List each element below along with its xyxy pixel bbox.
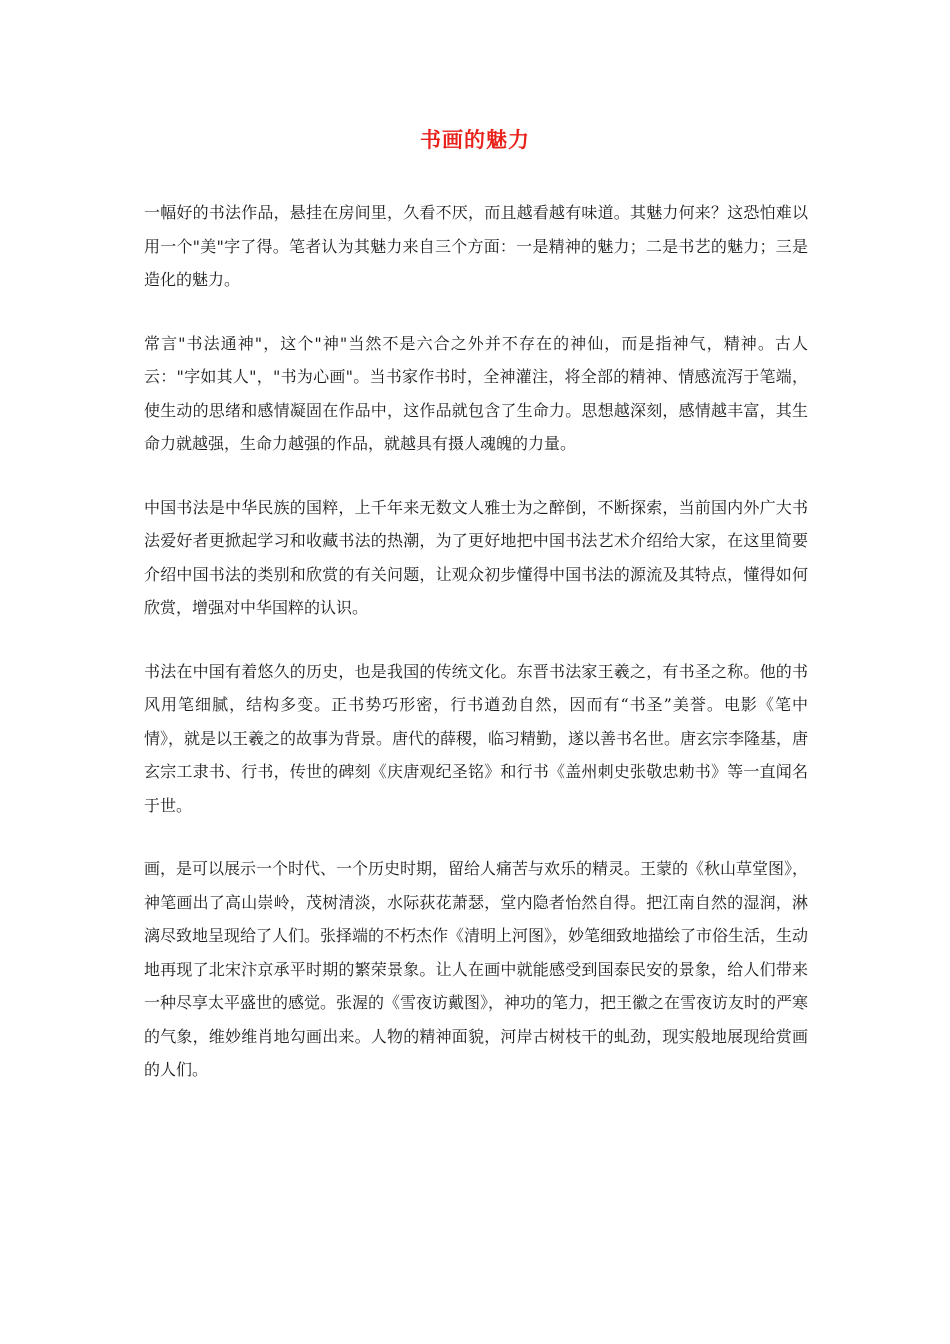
paragraph-3: 中国书法是中华民族的国粹，上千年来无数文人雅士为之醉倒，不断探索，当前国内外广大书法爱好者更掀起学习和收藏书法的热潮，为了更好地把中国书法艺术介绍给大家，在这里简要介绍中国书法的类别和欣赏的有关问题，让观众初步懂得中国书法的源流及其特点，懂得如何欣赏，增强对中华国粹的认识。 bbox=[144, 497, 808, 617]
paragraph-5: 画，是可以展示一个时代、一个历史时期，留给人痛苦与欢乐的精灵。王蒙的《秋山草堂图》，神笔画出了高山崇岭，茂树清淡，水际荻花萧瑟，堂内隐者怡然自得。把江南自然的湿润，淋漓尽致地呈现给了人们。张择端的不朽杰作《清明上河图》，妙笔细致地描绘了市俗生活，生动地再现了北宋汴京承平时期的繁荣景象。让人在画中就能感受到国泰民安的景象，给人们带来一种尽享太平盛世的感觉。张渥的《雪夜访戴图》，神功的笔力，把王徽之在雪夜访友时的严寒的气象，维妙维肖地勾画出来。人物的精神面貌，河岸古树枝干的虬劲，现实般地展现给赏画的人们。 bbox=[144, 859, 809, 1079]
article-body bbox=[144, 196, 808, 1117]
paragraph-4: 书法在中国有着悠久的历史，也是我国的传统文化。东晋书法家王羲之，有书圣之称。他的书风用笔细腻，结构多变。正书势巧形密，行书遒劲自然，因而有“书圣”美誉。电影《笔中情》，就是以王羲之的故事为背景。唐代的薛稷，临习精勤，遂以善书名世。唐玄宗李隆基，唐玄宗工隶书、行书，传世的碑刻《庆唐观纪圣铭》和行书《盖州刺史张敬忠勅书》等一直闻名于世。 bbox=[144, 661, 809, 815]
paragraph-1: 一幅好的书法作品，悬挂在房间里，久看不厌，而且越看越有味道。其魅力何来？这恐怕难以用一个"美"字了得。笔者认为其魅力来自三个方面：一是精神的魅力；二是书艺的魅力；三是造化的魅力。 bbox=[144, 203, 808, 289]
paragraph-2: 常言"书法通神"，这个"神"当然不是六合之外并不存在的神仙，而是指神气，精神。古人云："字如其人"，"书为心画"。当书家作书时，全神灌注，将全部的精神、情感流泻于笔端，使生动的思绪和感情凝固在作品中，这作品就包含了生命力。思想越深刻，感情越丰富，其生命力就越强，生命力越强的作品，就越具有摄人魂魄的力量。 bbox=[144, 333, 808, 453]
page-title: 书画的魅力 bbox=[420, 128, 530, 152]
